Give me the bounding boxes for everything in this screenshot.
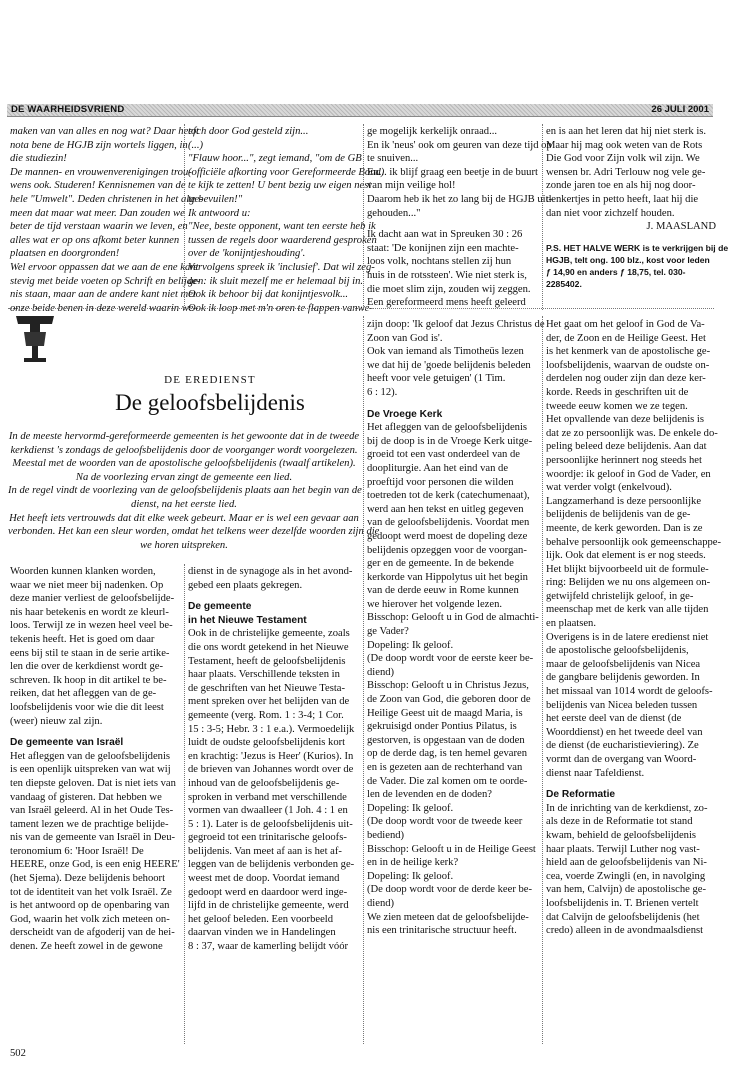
text-line: De gemeente [188, 601, 252, 613]
text-line: staat: 'De konijnen zijn een machte- [367, 242, 519, 254]
text-line: deze manier verliest de geloofsbelijde- [10, 593, 175, 605]
text-line: tament lezen we de prachtige belijde- [10, 818, 169, 830]
text-line: Dopeling: Ik geloof. [367, 639, 454, 651]
text-line: denen. Ze heeft zowel in de gewone [10, 941, 163, 953]
text-line: der, de Zoon en de Heilige Geest. Het [546, 332, 706, 344]
text-line: Maar hij mag ook weten van de Rots [546, 139, 703, 151]
running-header [7, 104, 713, 117]
text-line: ten diepste geloven. Dat is niet iets van [10, 777, 176, 789]
text-line: Ik dacht aan wat in Spreuken 30 : 26 [367, 229, 523, 241]
text-line: dat ze zo persoonlijk was. De enkele do- [546, 427, 718, 439]
text-line: en plaatsen. [546, 618, 597, 630]
text-line: nis een trinitarische structuur heeft. [367, 925, 517, 937]
intro-line: In de regel vindt de voorlezing van de geloofsbelijdenis plaats aan het begin van de [8, 485, 362, 497]
text-line: te snuiven... [367, 153, 419, 165]
text-line: (De doop wordt voor de derde keer be- [367, 884, 533, 896]
text-line: gekruisigd onder Pontius Pilatus, is [367, 721, 517, 733]
text-line: derscheidt van de afgoderij van de hei- [10, 927, 175, 939]
text-line: Ik antwoord u: [188, 207, 251, 219]
text-line: Bisschop: Gelooft u in God de almachti- [367, 612, 539, 624]
text-line: de Zoon van God, die geboren door de [367, 694, 531, 706]
text-line: en krachtig: 'Jezus is Heer' (Kurios). In [188, 750, 354, 762]
text-line: (officiële afkorting voor Gereformeerde Bond) [188, 166, 385, 178]
text-line: belijdenis. Van meet af aan is het af- [188, 845, 342, 857]
text-line: doopliturgie. Aan het eind van de [367, 462, 509, 474]
text-line [367, 220, 539, 228]
text-line: diend) [367, 897, 395, 909]
text-line: haar plaats. Terwijl Luther nog vast- [546, 843, 700, 855]
text-line: lijfd in de christelijke gemeente, werd [188, 900, 349, 912]
article-intro [8, 430, 380, 552]
text-line [546, 780, 726, 788]
text-line: HEERE, onze God, is een enig HEERE' [10, 859, 180, 871]
author-signature: J. MAASLAND [646, 221, 716, 232]
text-line: wat verder volgt (enkelvoud). [546, 482, 672, 494]
text-line: (weer) nieuw zal zijn. [10, 715, 103, 727]
text-line: we dat hij de 'goede belijdenis beleden [367, 359, 531, 371]
text-line: (het Sjema). Deze belijdenis behoort [10, 873, 166, 885]
text-line: te bevuilen!" [188, 193, 243, 205]
column-divider [363, 316, 364, 1044]
text-line: De mannen- en vrouwenverenigingen trou- [10, 166, 192, 178]
text-line: Bisschop: Gelooft u in Christus Jezus, [367, 680, 529, 692]
text-line: de dienst (de eucharistieviering). Ze [546, 740, 699, 752]
text-line: "Flauw hoor...", zegt iemand, "om de GB [188, 153, 362, 165]
intro-line: Na de voorlezing ervan zingt de gemeente een lied. [75, 471, 293, 483]
text-line: teronomium 6: 'Hoor Israël! De [10, 845, 144, 857]
text-line: de geschriften van het Nieuwe Testa- [188, 682, 346, 694]
text-line: de gangbare belijdenis geworden. In [546, 672, 700, 684]
column-divider [542, 124, 543, 310]
magazine-name: DE WAARHEIDSVRIEND [11, 104, 125, 115]
text-line: nis staan, maar aan de andere kant niet met [10, 289, 196, 301]
text-line: het geloof beleden. Een voorbeeld [188, 913, 334, 925]
text-line: op de derde dag, is ten hemel gevaren [367, 748, 528, 760]
text-line: stevig met beide voeten op Schrift en belijde- [10, 275, 201, 287]
text-line [10, 728, 182, 736]
text-line: Ook van iemand als Timotheüs lezen [367, 346, 524, 358]
text-line: proeftijd voor personen die wilden [367, 476, 514, 488]
text-line: "Nee, beste opponent, want ten eerste heb ik [188, 221, 376, 233]
text-line: (De doop wordt voor de tweede keer [367, 816, 523, 828]
text-line: en is gezeten aan de rechterhand van [367, 762, 523, 773]
text-line: nota bene de HGJB zijn wortels liggen, in [10, 139, 188, 151]
column-divider [184, 564, 185, 1044]
text-line: de Vader. Die zal komen om te oorde- [367, 775, 528, 787]
text-line: van de geloofsbelijdenis. Voordat men [367, 517, 530, 529]
text-line: toch door God gesteld zijn... [188, 126, 309, 137]
text-line: tot de identiteit van het volk Israël. Ze [10, 886, 172, 898]
intro-line: Meestal met de woorden van de apostolische geloofsbelijdenis (twaalf artikelen). [12, 458, 356, 470]
text-line: korde. Reeds in geschriften uit de [546, 386, 689, 398]
text-line: 15 : 3-5; Hebr. 3 : 1 e.a.). Vermoedelijk [188, 723, 355, 735]
text-line: Daarom heb ik het zo lang bij de HGJB uit- [367, 193, 553, 205]
text-line: maken van van alles en nog wat? Daar heeft [10, 126, 199, 137]
text-line: hield aan de geloofsbelijdenis van Ni- [546, 857, 707, 869]
text-line: zonde jaren toe en als hij nog door- [546, 180, 696, 192]
text-line: dienst naar Tafeldienst. [546, 767, 645, 779]
text-line: len die over de kerkdienst wordt ge- [10, 661, 163, 673]
top-column-3 [367, 125, 553, 310]
text-line: Woorddienst) en het tweede deel van [546, 726, 703, 738]
text-line: loofsbelijdenis, waarvan de oudste on- [546, 359, 710, 371]
intro-line: Het heeft iets vertrouwds dat dit elke week gebeurt. Maar er is wel een gevaar aan [9, 512, 359, 524]
text-line: en in de heilige kerk? [367, 857, 459, 869]
intro-line: In de meeste hervormd-gereformeerde gemeenten is het gewoonte dat in de tweede [8, 431, 360, 442]
text-line: van mijn veilige hol! [367, 180, 456, 192]
text-line: 6 : 12). [367, 386, 398, 398]
text-line: ring: Belijden we nu ons algemeen on- [546, 577, 711, 589]
top-column-2 [188, 125, 385, 315]
text-line: alles wat er op ons afkomt beter kunnen [10, 234, 180, 246]
text-line: gedoopt werd moest de dopeling deze [367, 530, 528, 542]
text-line: die studiezin! [10, 153, 67, 165]
text-line: ge mogelijk kerkelijk onraad... [367, 126, 498, 137]
text-line: diend) [367, 666, 395, 678]
text-line: Die God voor Zijn volk wil zijn. We [546, 153, 700, 165]
text-line: inhoud van de geloofsbelijdenis ge- [188, 777, 340, 789]
intro-line: dienst, na het eerste lied. [131, 498, 237, 510]
text-line: kwam, behield de geloofsbelijdenis [546, 829, 697, 841]
text-line: vormt dan de overgang van Woord- [546, 754, 697, 765]
ps-line: HGJB, telt ong. 100 blz., kost voor leden [546, 255, 710, 265]
text-line: Ook ik behoor bij dat konijntjesvolk... [188, 289, 349, 301]
text-line: kerkorde van Hippolytus uit het begin [367, 571, 528, 583]
text-line: Het blijkt bijvoorbeeld uit de formule- [546, 563, 709, 575]
text-line: Een gereformeerd mens heeft geleerd [367, 297, 526, 309]
ps-note [546, 242, 729, 290]
text-line: meente, de kerk geworden. Dan is ze [546, 522, 703, 534]
text-line: persoonlijke herinnert nog steeds het [546, 454, 702, 466]
text-line: weest met de doop. Voordat iemand [188, 873, 340, 885]
text-line: gen: ik sluit mezelf me er helemaal bij in. [188, 275, 364, 287]
intro-line: verbonden. Het kan een sleur worden, omdat het telkens weer dezelfde woorden zijn die [8, 526, 380, 538]
text-line: De gemeente van Israël [10, 737, 124, 749]
column-divider [184, 124, 185, 310]
text-line: vandaag of gisteren. Dat hebben we [10, 791, 162, 803]
article-column-4 [546, 318, 726, 938]
text-line: tekenis heeft. Het is goed om daar [10, 633, 155, 645]
text-line: denkertjes in petto heeft, laat hij die [546, 193, 699, 205]
intro-line: we horen uitspreken. [140, 539, 228, 551]
issue-date: 26 JULI 2001 [651, 104, 709, 115]
text-line: haar plaats. Verschillende teksten in [188, 669, 340, 681]
text-line: reiken, dat het afleggen van de ge- [10, 688, 157, 700]
text-line: loofsbelijdenis in. T. Brienen vertelt [546, 897, 699, 909]
text-line: van Israël geleerd. Al in het Oude Tes- [10, 805, 174, 817]
text-line: belijdenis van Nicea beleden tussen [546, 699, 698, 711]
text-line: en is aan het leren dat hij niet sterk is. [546, 126, 707, 137]
text-line: daarvan vinden we in Handelingen [188, 927, 336, 939]
text-line: werd aan hen tekst en uitleg gegeven [367, 503, 524, 515]
text-line: leggen van de belijdenis verbonden ge- [188, 859, 355, 871]
page-number: 502 [10, 1048, 26, 1059]
pulpit-logo-icon [14, 312, 56, 366]
text-line: meenschap met de kerk van alle tijden [546, 604, 709, 616]
text-line: Vervolgens spreek ik 'inclusief'. Dat wil zeg- [188, 261, 375, 273]
text-line: ge Vader? [367, 626, 409, 638]
text-line [188, 592, 360, 600]
text-line: dienst in de synagoge als in het avond- [188, 566, 353, 577]
text-line: we hierover het volgende lezen. [367, 598, 503, 610]
text-line: onze beide benen in deze wereld waarin we [10, 302, 194, 314]
text-line: huis in de rotssteen'. Wie niet sterk is, [367, 269, 527, 281]
text-line: behalve persoonlijk ook gemeenschappe- [546, 536, 722, 548]
text-line: Het afleggen van de geloofsbelijdenis [367, 422, 528, 434]
text-line: len de levenden en de doden? [367, 789, 493, 801]
top-column-4 [546, 125, 726, 220]
text-line: ment spreken over het belijden van de [188, 696, 350, 708]
text-line: Woorden kunnen klanken worden, [10, 566, 156, 577]
article-kicker: DE EREDIENST [164, 374, 256, 386]
text-line: de apostolische geloofsbelijdenis, [546, 645, 689, 657]
text-line: Ook in de christelijke gemeente, zoals [188, 628, 350, 640]
article-column-1 [10, 565, 182, 954]
text-line: nis haar betekenis en wordt ze kleurl- [10, 606, 169, 618]
text-line: loos volk, nochtans stellen zij hun [367, 256, 512, 268]
text-line: De Vroege Kerk [367, 408, 443, 420]
text-line: Dopeling: Ik geloof. [367, 870, 454, 882]
text-line: belijdenis opzeggen voor de voorgan- [367, 544, 527, 556]
text-line: ger en de gemeente. In de bekende [367, 558, 514, 570]
text-line: zijn doop: 'Ik geloof dat Jezus Christus de [367, 319, 545, 330]
text-line [367, 400, 539, 408]
text-line: lijk. Ook dat element is er nog steeds. [546, 550, 706, 562]
text-line: gehouden..." [367, 207, 421, 219]
text-line: het eerste deel van de dienst (de [546, 713, 682, 725]
text-line: De Reformatie [546, 789, 616, 801]
text-line: gegroeid tot een trinitarische geloofs- [188, 832, 347, 844]
text-line: Wel ervoor oppassen dat we aan de ene kant [10, 261, 199, 273]
text-line: nis van de gemeente van Israël in Deu- [10, 832, 176, 844]
article-column-2 [188, 565, 360, 954]
text-line: toetreden tot de kerk (catechumenaat), [367, 490, 530, 502]
text-line: Het afleggen van de geloofsbelijdenis [10, 750, 171, 762]
text-line: We zien meteen dat de geloofsbelijde- [367, 911, 529, 923]
text-line: is het antwoord op de openbaring van [10, 900, 170, 912]
text-line: is het kenmerk van de apostolische ge- [546, 346, 711, 358]
text-line: Testament, heeft de geloofsbelijdenis [188, 655, 346, 667]
text-line: in het Nieuwe Testament [188, 614, 307, 626]
text-line: hele "Umwelt". Deden christenen in het alge- [10, 193, 203, 205]
ps-line: 2285402. [546, 279, 582, 289]
text-line: Ook ik loop met m'n oren te flappen vanwe- [188, 302, 373, 314]
text-line: luidt de oudste geloofsbelijdenis kort [188, 737, 346, 749]
text-line: dan niet voor zichzelf houden. [546, 207, 675, 219]
text-line: gebed een plaats gekregen. [188, 579, 303, 591]
text-line: waar we niet meer bij nadenken. Op [10, 579, 164, 591]
text-line: is een openlijk uitspreken van wat wij [10, 764, 171, 776]
text-line: beter de tijd verstaan waarin we leven, en [10, 221, 188, 233]
ps-line: P.S. HET HALVE WERK is te verkrijgen bij de [546, 243, 729, 253]
text-line: van hem, Calvijn) de apostolische ge- [546, 884, 707, 896]
text-line: peling beleed deze belijdenis. Aan dat [546, 441, 707, 453]
column-divider [542, 316, 543, 1044]
text-line: Het opvallende van deze belijdenis is [546, 414, 704, 426]
text-line: wens ook. Studeren! Kennisnemen van de [10, 180, 186, 192]
column-divider [363, 124, 364, 310]
text-line: plaatsen en doorgronden! [10, 248, 120, 260]
text-line: Het gaat om het geloof in God de Va- [546, 319, 705, 330]
text-line: tussen de regels door waarderend gesproken [188, 234, 377, 246]
text-line: schreven. Ik hoop in dit artikel te be- [10, 674, 167, 686]
text-line: getwijfeld christelijk geloof, in ge- [546, 590, 694, 602]
text-line: 5 : 1). Later is de geloofsbelijdenis uit- [188, 818, 353, 830]
text-line: de brieven van Johannes wordt over de [188, 764, 354, 776]
text-line: derdelen nog ouder zijn dan deze ker- [546, 373, 706, 385]
article-title: De geloofsbelijdenis [115, 390, 305, 415]
section-divider [8, 308, 714, 309]
text-line: die ons wordt getekend in het Nieuwe [188, 641, 349, 653]
text-line: maar de geloofsbelijdenis van Nicea [546, 658, 701, 670]
article-column-3 [367, 318, 545, 938]
text-line: God, waarin het volk zich meteen on- [10, 913, 170, 925]
text-line: over de 'konijntjeshouding'. [188, 248, 306, 260]
text-line: In de inrichting van de kerkdienst, zo- [546, 802, 708, 814]
text-line: gemeente (verg. Rom. 1 : 3-4; 1 Cor. [188, 709, 344, 721]
text-line: (...) [188, 139, 204, 151]
text-line: gestorven, is opgestaan van de doden [367, 734, 525, 746]
text-line: 8 : 37, waar de kamerling belijdt vóór [188, 941, 349, 953]
text-line: Heilige Geest uit de maagd Maria, is [367, 707, 523, 719]
text-line: loos. Terwijl ze in wezen heel veel be- [10, 620, 173, 632]
text-line: Overigens is in de latere eredienst niet [546, 631, 709, 643]
text-line: belijdenis de belijdenis van de ge- [546, 509, 691, 521]
text-line: heeft voor vele getuigen' (1 Tim. [367, 373, 506, 385]
text-line: En ik 'neus' ook om geuren van deze tijd op [367, 139, 552, 151]
text-line: die moet slim zijn, zouden wij zeggen. [367, 283, 531, 295]
text-line: gedoopt werd en daardoor werd inge- [188, 886, 348, 898]
ps-line: ƒ 14,90 en anders ƒ 18,75, tel. 030- [546, 267, 686, 277]
text-line: bediend) [367, 829, 405, 841]
text-line: bij de doop is in de Vroege Kerk uitge- [367, 435, 533, 447]
text-line: te kijk te zetten! U bent bezig uw eigen nest [188, 180, 372, 192]
text-line: dat Calvijn de geloofsbelijdenis (het [546, 911, 700, 923]
text-line: wensen br. Adri Terlouw nog vele ge- [546, 166, 706, 178]
text-line: woordje: ik geloof in God de Vader, en [546, 468, 711, 480]
text-line: sproken in verband met verschillende [188, 791, 347, 803]
text-line: tweede eeuw komen we ze tegen. [546, 400, 688, 412]
text-line: cea, voerde Zwingli (en, in navolging [546, 870, 706, 882]
text-line: credo) alleen in de avondmaalsdienst [546, 925, 704, 937]
text-line: Bisschop: Gelooft u in de Heilige Geest [367, 843, 536, 855]
text-line: groeid tot een vast onderdeel van de [367, 449, 520, 461]
text-line: van de derde eeuw in Rome kunnen [367, 585, 519, 597]
text-line: meen dat maar wat meer. Dan zouden we [10, 207, 185, 219]
top-column-1 [10, 125, 203, 315]
text-line: het missaal van 1014 wordt de geloofs- [546, 686, 713, 698]
text-line: (De doop wordt voor de eerste keer be- [367, 653, 534, 665]
text-line: loofsbelijdenis voor wie die dit leest [10, 701, 164, 713]
text-line: Langzamerhand is deze persoonlijke [546, 495, 702, 507]
text-line: vormen van dwaalleer (1 Joh. 4 : 1 en [188, 805, 348, 817]
text-line: Dopeling: Ik geloof. [367, 802, 454, 814]
text-line: Zoon van God is'. [367, 332, 443, 344]
text-line: En... ik blijf graag een beetje in de buurt [367, 166, 538, 178]
text-line: als deze in de Reformatie tot stand [546, 816, 693, 828]
text-line: eens bij stil te staan in de serie artike- [10, 647, 170, 659]
intro-line: kerkdienst 's zondags de geloofsbelijdenis door de voorganger wordt voorgelezen. [10, 444, 358, 456]
